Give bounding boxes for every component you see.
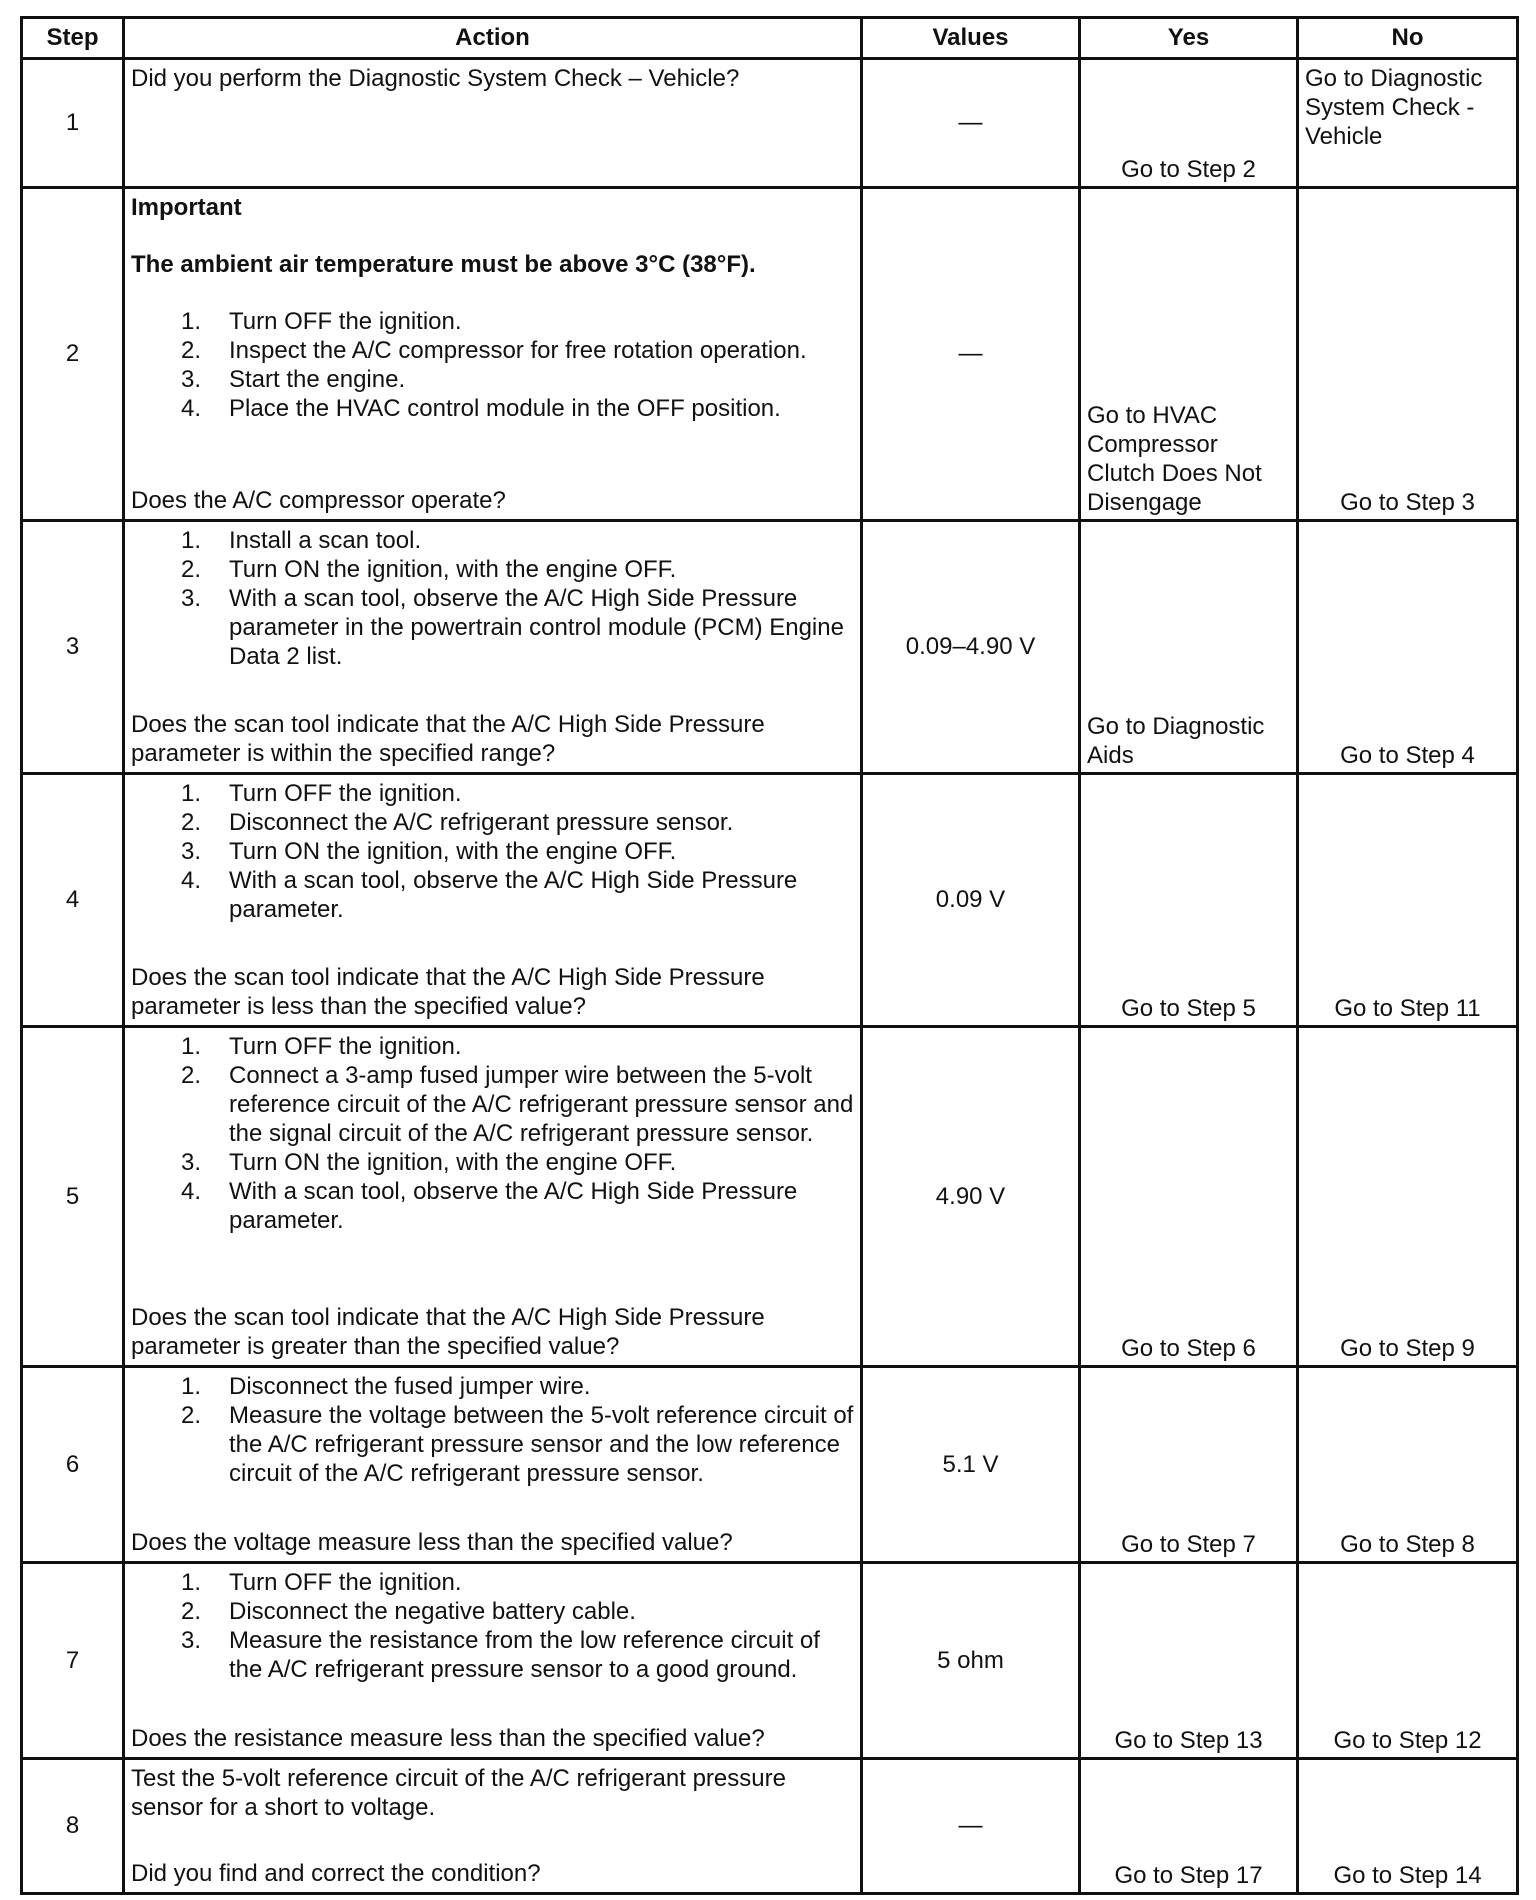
step-number: 1 [22,59,124,188]
yes-cell [1080,1759,1298,1894]
list-item: 3. Turn ON the ignition, with the engine OFF. [181,838,677,865]
header-values: Values [862,18,1080,59]
list-item: 1. Turn OFF the ignition. [181,780,462,807]
table-row [22,1759,1518,1894]
table-row [22,188,1518,521]
action-question: Does the A/C compressor operate? [131,487,506,514]
step-number: 4 [22,774,124,1027]
list-item: 3. Start the engine. [181,366,406,393]
no-link[interactable]: Go to Step 12 [1333,1727,1482,1754]
action-cell [124,59,862,188]
table-row [22,1027,1518,1367]
value-cell: 0.09 V [862,774,1080,1027]
yes-link[interactable]: Go to Diagnostic Aids [1087,713,1265,769]
action-question: Does the scan tool indicate that the A/C High Side Pressure parameter is less than the specified value? [131,964,765,1020]
action-question: Did you find and correct the condition? [131,1860,541,1887]
yes-link[interactable]: Go to Step 5 [1121,995,1256,1022]
yes-cell [1080,59,1298,188]
action-intro: Test the 5-volt reference circuit of the A/C refrigerant pressure sensor for a short to voltage. [131,1765,786,1821]
no-link[interactable]: Go to Step 4 [1340,742,1475,769]
action-cell [124,1027,862,1367]
action-cell [124,774,862,1027]
yes-link[interactable]: Go to Step 13 [1114,1727,1263,1754]
list-item: 1. Turn OFF the ignition. [181,1033,462,1060]
list-item: 2. Inspect the A/C compressor for free rotation operation. [181,337,807,364]
no-link[interactable]: Go to Step 9 [1340,1335,1475,1362]
yes-cell [1080,1563,1298,1759]
action-cell [124,521,862,774]
action-question: Does the scan tool indicate that the A/C High Side Pressure parameter is within the specified range? [131,711,765,767]
list-item: 2. Disconnect the A/C refrigerant pressure sensor. [181,809,734,836]
procedure-list [131,1568,854,1684]
no-cell [1298,774,1518,1027]
action-cell [124,1759,862,1894]
value-cell: — [862,1759,1080,1894]
list-item: 3. With a scan tool, observe the A/C High Side Pressure parameter in the powertrain control module (PCM) Engine Data 2 list. [181,585,844,670]
no-cell [1298,188,1518,521]
table-row [22,521,1518,774]
yes-cell [1080,1027,1298,1367]
list-item: 3. Turn ON the ignition, with the engine OFF. [181,1149,677,1176]
yes-link[interactable]: Go to Step 2 [1121,156,1256,183]
important-label: Important [131,194,242,221]
no-cell [1298,521,1518,774]
no-link[interactable]: Go to Diagnostic System Check - Vehicle [1305,65,1483,150]
important-note: The ambient air temperature must be above 3°C (38°F). [131,251,756,278]
action-question: Does the resistance measure less than the specified value? [131,1725,765,1752]
no-cell [1298,1027,1518,1367]
table-row [22,59,1518,188]
yes-link[interactable]: Go to HVAC Compressor Clutch Does Not Disengage [1087,402,1262,516]
header-no: No [1298,18,1518,59]
header-step: Step [22,18,124,59]
procedure-list [131,526,854,671]
yes-cell [1080,521,1298,774]
procedure-list [131,1032,854,1235]
value-cell: 5 ohm [862,1563,1080,1759]
value-cell: — [862,188,1080,521]
no-cell [1298,1759,1518,1894]
value-cell: 5.1 V [862,1367,1080,1563]
step-number: 3 [22,521,124,774]
no-link[interactable]: Go to Step 14 [1333,1862,1482,1889]
no-cell [1298,59,1518,188]
action-cell [124,1563,862,1759]
step-number: 7 [22,1563,124,1759]
yes-cell [1080,1367,1298,1563]
procedure-list [131,307,854,423]
list-item: 2. Turn ON the ignition, with the engine OFF. [181,556,677,583]
value-cell: 4.90 V [862,1027,1080,1367]
list-item: 1. Install a scan tool. [181,527,422,554]
yes-cell [1080,188,1298,521]
action-cell [124,188,862,521]
step-number: 2 [22,188,124,521]
header-row [22,18,1518,59]
table-row [22,1367,1518,1563]
yes-cell [1080,774,1298,1027]
no-link[interactable]: Go to Step 8 [1340,1531,1475,1558]
yes-link[interactable]: Go to Step 6 [1121,1335,1256,1362]
value-cell: 0.09–4.90 V [862,521,1080,774]
list-item: 2. Disconnect the negative battery cable. [181,1598,636,1625]
no-link[interactable]: Go to Step 3 [1340,489,1475,516]
yes-link[interactable]: Go to Step 17 [1114,1862,1263,1889]
action-question: Does the voltage measure less than the specified value? [131,1529,733,1556]
no-cell [1298,1563,1518,1759]
procedure-list [131,1372,854,1488]
action-question: Does the scan tool indicate that the A/C High Side Pressure parameter is greater than the specified value? [131,1304,765,1360]
header-action: Action [124,18,862,59]
action-intro: Did you perform the Diagnostic System Check – Vehicle? [131,65,740,92]
list-item: 2. Measure the voltage between the 5-volt reference circuit of the A/C refrigerant pressure sensor and the low reference circuit of the A/C refrigerant pressure sensor. [181,1402,854,1487]
no-cell [1298,1367,1518,1563]
list-item: 4. With a scan tool, observe the A/C High Side Pressure parameter. [181,1178,798,1234]
header-yes: Yes [1080,18,1298,59]
list-item: 1. Turn OFF the ignition. [181,308,462,335]
list-item: 1. Disconnect the fused jumper wire. [181,1373,591,1400]
list-item: 3. Measure the resistance from the low reference circuit of the A/C refrigerant pressure sensor to a good ground. [181,1627,820,1683]
list-item: 2. Connect a 3-amp fused jumper wire between the 5-volt reference circuit of the A/C refrigerant pressure sensor and the signal circuit of the A/C refrigerant pressure sensor. [181,1062,854,1147]
table-row [22,1563,1518,1759]
step-number: 5 [22,1027,124,1367]
table-row [22,774,1518,1027]
value-cell: — [862,59,1080,188]
no-link[interactable]: Go to Step 11 [1334,995,1481,1022]
action-cell [124,1367,862,1563]
step-number: 8 [22,1759,124,1894]
yes-link[interactable]: Go to Step 7 [1121,1531,1256,1558]
diagnostic-table [20,16,1519,1895]
step-number: 6 [22,1367,124,1563]
list-item: 4. Place the HVAC control module in the OFF position. [181,395,781,422]
list-item: 1. Turn OFF the ignition. [181,1569,462,1596]
procedure-list [131,779,854,924]
list-item: 4. With a scan tool, observe the A/C High Side Pressure parameter. [181,867,798,923]
